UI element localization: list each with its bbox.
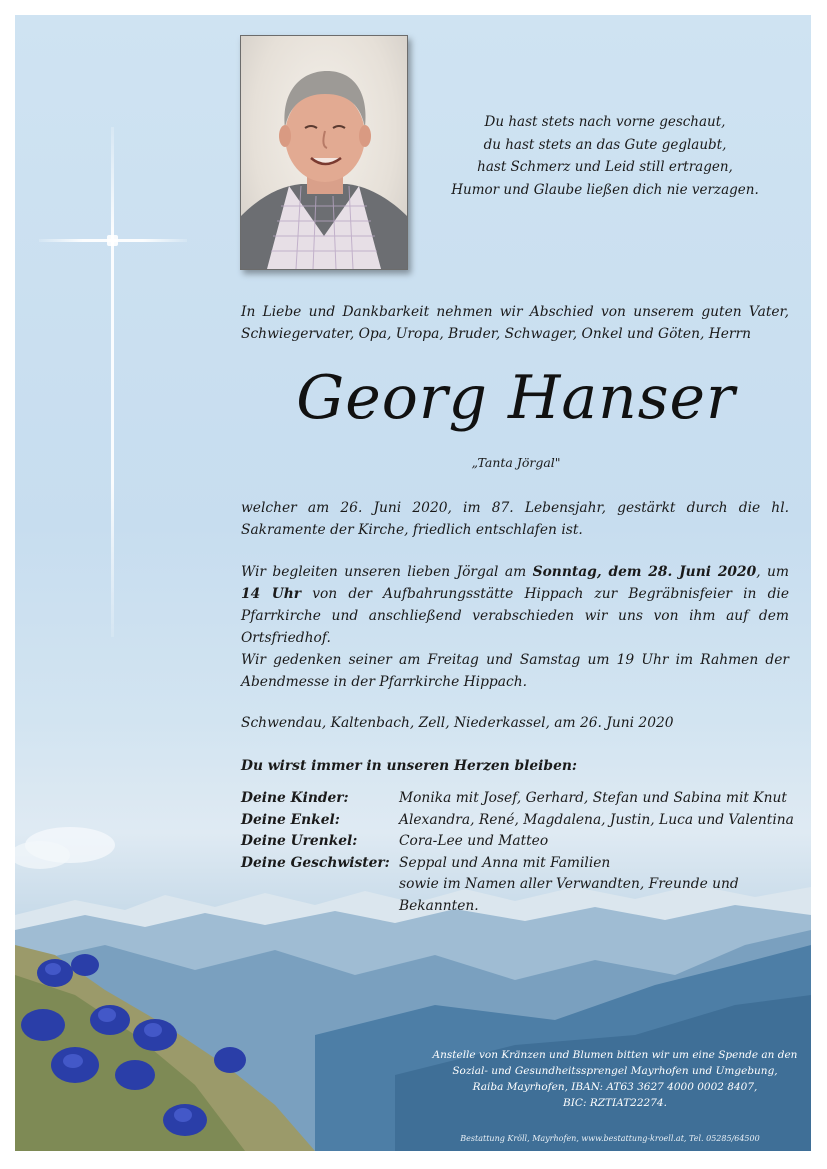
heart-line: Du wirst immer in unseren Herzen bleiben:: [241, 758, 577, 774]
relatives-list: [241, 788, 799, 917]
cross-vertical-beam: [111, 127, 114, 637]
funeral-time: 14 Uhr: [241, 586, 302, 602]
portrait-photo: [240, 35, 408, 270]
relatives-label: [241, 896, 399, 918]
undertaker-info: Bestattung Kröll, Mayrhofen, www.bestattung-kroell.at, Tel. 05285/64500: [460, 1134, 760, 1143]
relatives-names: Bekannten.: [399, 897, 479, 914]
donation-note: [425, 1047, 805, 1111]
donation-line: BIC: RZTIAT22274.: [563, 1097, 667, 1109]
obituary-page: [15, 15, 811, 1151]
relatives-names: Seppal und Anna mit Familien: [399, 854, 611, 871]
deceased-name: Georg Hanser: [296, 363, 736, 433]
poem-line: hast Schmerz und Leid still ertragen,: [477, 159, 733, 175]
donation-line: Raiba Mayrhofen, IBAN: AT63 3627 4000 0002 8407,: [472, 1081, 758, 1093]
mass-text: Wir gedenken seiner am Freitag und Samstag um 19 Uhr im Rahmen der Abendmesse in der Pfarrkirche Hippach.: [241, 652, 789, 690]
relatives-row: [241, 853, 799, 875]
relatives-row: [241, 831, 799, 853]
nickname: „Tanta Jörgal": [471, 455, 561, 470]
funeral-text-part: , um: [756, 564, 789, 580]
relatives-names: Alexandra, René, Magdalena, Justin, Luca und Valentina: [399, 811, 794, 828]
relatives-names: Monika mit Josef, Gerhard, Stefan und Sabina mit Knut: [399, 790, 787, 806]
funeral-date: Sonntag, dem 28. Juni 2020: [532, 564, 757, 580]
relatives-label: Deine Enkel:: [241, 811, 340, 828]
poem-line: du hast stets an das Gute geglaubt,: [483, 136, 727, 153]
funeral-text-part: von der Aufbahrungsstätte Hippach zur Begräbnisfeier in die Pfarrkirche und anschließend verabschieden wir uns von ihm auf dem Ortsfriedhof.: [241, 586, 789, 646]
relatives-row: [241, 874, 799, 896]
donation-line: Sozial- und Gesundheitssprengel Mayrhofen und Umgebung,: [452, 1065, 778, 1077]
donation-line: Anstelle von Kränzen und Blumen bitten wir um eine Spende an den: [432, 1049, 798, 1061]
funeral-text-part: Wir begleiten unseren lieben Jörgal am: [241, 564, 533, 580]
cross-center: [107, 235, 118, 246]
relatives-label: Deine Geschwister:: [241, 854, 390, 871]
relatives-label: Deine Kinder:: [241, 790, 349, 806]
relatives-row: [241, 810, 799, 832]
funeral-text: [241, 561, 789, 649]
poem-line: Humor und Glaube ließen dich nie verzagen.: [451, 181, 759, 198]
poem: [435, 111, 775, 201]
relatives-row: [241, 896, 799, 918]
relatives-label: Deine Urenkel:: [241, 833, 358, 849]
place-date: Schwendau, Kaltenbach, Zell, Niederkassel, am 26. Juni 2020: [241, 715, 674, 731]
poem-line: Du hast stets nach vorne geschaut,: [484, 114, 726, 130]
relatives-label: [241, 874, 399, 896]
relatives-names: sowie im Namen aller Verwandten, Freunde und: [399, 876, 739, 892]
intro-text: In Liebe und Dankbarkeit nehmen wir Abschied von unserem guten Vater, Schwiegervater, Opa, Uropa, Bruder, Schwager, Onkel und Göten, Herrn: [241, 304, 789, 342]
death-text: welcher am 26. Juni 2020, im 87. Lebensjahr, gestärkt durch die hl. Sakramente der Kirche, friedlich entschlafen ist.: [241, 500, 789, 538]
relatives-names: Cora-Lee und Matteo: [399, 833, 549, 849]
relatives-row: [241, 788, 799, 810]
